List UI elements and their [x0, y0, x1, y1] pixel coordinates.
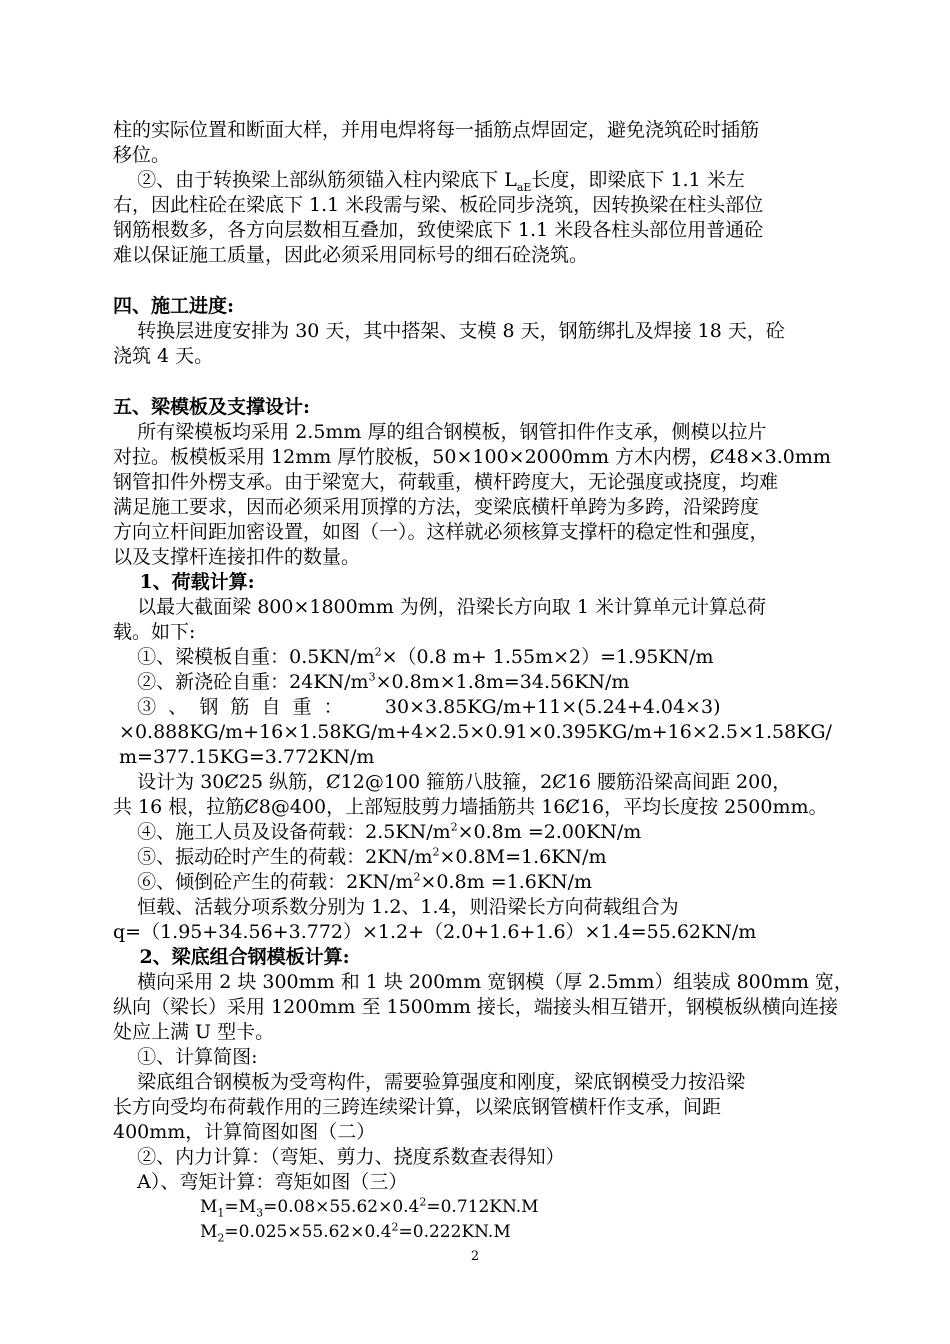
body-line: 设计为 30Ȼ25 纵筋，Ȼ12@100 箍筋八肢箍，2Ȼ16 腰筋沿梁高间距 200， — [113, 771, 792, 793]
body-line: 钢筋根数多，各方向层数相互叠加，致使梁底下 1.1 米段各柱头部位用普通砼 — [113, 219, 764, 241]
section-heading: 五、梁模板及支撑设计: — [113, 396, 311, 418]
body-line: 梁底组合钢模板为受弯构件，需要验算强度和刚度，梁底钢模受力按沿梁 — [113, 1071, 746, 1093]
superscript: 2 — [391, 1220, 399, 1234]
text-segment: =0.025×55.62×0.4 — [224, 1222, 392, 1242]
text-segment: ×0.8m×1.8m=34.56KN/m — [375, 671, 630, 693]
superscript: 2 — [450, 820, 458, 834]
subscript: aE — [516, 180, 532, 194]
superscript: 2 — [419, 1195, 427, 1209]
body-line: 处应上满 U 型卡。 — [113, 1021, 275, 1043]
text-segment: ×（0.8 m+ 1.55m×2）=1.95KN/m — [381, 646, 714, 668]
text-segment: =0.712KN.M — [426, 1197, 539, 1217]
body-line — [113, 670, 629, 695]
text-segment: ①、梁模板自重：0.5KN/m — [113, 646, 375, 668]
text-segment: M — [200, 1197, 218, 1217]
body-line: 400mm，计算简图如图（二） — [113, 1121, 376, 1143]
body-line: ③ 、 钢 筋 自 重 ： 30×3.85KG/m+11×(5.24+4.04×3) — [113, 696, 721, 718]
body-line: 钢管扣件外楞支承。由于梁宽大，荷载重，横杆跨度大，无论强度或挠度，均难 — [113, 471, 779, 493]
text-segment: ⑤、振动砼时产生的荷载：2KN/m — [113, 846, 433, 868]
body-line: 方向立杆间距加密设置，如图（一）。这样就必须核算支撑杆的稳定性和强度， — [113, 521, 769, 543]
section-heading: 四、施工进度: — [113, 295, 235, 317]
body-line: 以最大截面梁 800×1800mm 为例，沿梁长方向取 1 米计算单元计算总荷 — [113, 596, 766, 618]
body-line: 长方向受均布荷载作用的三跨连续梁计算，以梁底钢管横杆作支承，间距 — [113, 1096, 722, 1118]
formula-line — [200, 1195, 539, 1220]
text-segment: =0.222KN.M — [398, 1222, 511, 1242]
body-line: 恒载、活载分项系数分别为 1.2、1.4，则沿梁长方向荷载组合为 — [113, 896, 679, 918]
superscript: 2 — [432, 845, 440, 859]
text-segment: ×0.8m =1.6KN/m — [420, 871, 593, 893]
body-line: 浇筑 4 天。 — [113, 345, 214, 367]
body-line: 纵向（梁长）采用 1200mm 至 1500mm 接长，端接头相互错开，钢模板纵横向连接 — [113, 996, 838, 1018]
body-line: 柱的实际位置和断面大样，并用电焊将每一插筋点焊固定，避免浇筑砼时插筋 — [113, 119, 760, 141]
text-segment: ②、由于转换梁上部纵筋须锚入柱内梁底下 L — [113, 169, 517, 191]
body-line — [113, 168, 745, 193]
subsection-heading: 1、荷载计算: — [113, 571, 255, 593]
body-line: 所有梁模板均采用 2.5mm 厚的组合钢模板，钢管扣件作支承，侧模以拉片 — [113, 421, 767, 443]
superscript: 2 — [374, 645, 382, 659]
body-line — [113, 870, 592, 895]
formula-line — [200, 1220, 511, 1245]
body-line: 转换层进度安排为 30 天，其中搭架、支模 8 天，钢筋绑扎及焊接 18 天，砼 — [113, 320, 785, 342]
body-line: ×0.888KG/m+16×1.58KG/m+4×2.5×0.91×0.395KG/m+16×2.5×1.58KG/ — [113, 721, 832, 743]
body-line: A）、弯矩计算：弯矩如图（三） — [113, 1171, 408, 1193]
superscript: 2 — [413, 870, 421, 884]
body-line: 载。如下: — [113, 621, 196, 643]
body-line: 以及支撑杆连接扣件的数量。 — [113, 546, 361, 568]
text-segment: 长度，即梁底下 1.1 米左 — [531, 169, 745, 191]
body-line — [113, 845, 606, 870]
body-line: 横向采用 2 块 300mm 和 1 块 200mm 宽钢模（厚 2.5mm）组装成 800mm 宽， — [113, 971, 853, 993]
body-line: ②、内力计算：（弯矩、剪力、挠度系数查表得知） — [113, 1146, 565, 1168]
body-line: 移位。 — [113, 144, 171, 166]
subscript: 2 — [217, 1231, 225, 1245]
body-line: 对拉。板模板采用 12mm 厚竹胶板，50×100×2000mm 方木内楞，Ȼ48×3.0mm — [113, 446, 831, 468]
text-segment: ×0.8M=1.6KN/m — [439, 846, 607, 868]
body-line — [113, 645, 714, 670]
body-line: q=（1.95+34.56+3.772）×1.2+（2.0+1.6+1.6）×1.4=55.62KN/m — [113, 921, 757, 943]
body-line: m=377.15KG=3.772KN/m — [113, 746, 375, 768]
body-line: ①、计算简图: — [113, 1046, 258, 1068]
text-segment: M — [200, 1222, 218, 1242]
body-line: 难以保证施工质量，因此必须采用同标号的细石砼浇筑。 — [113, 244, 589, 266]
body-line: 右，因此柱砼在梁底下 1.1 米段需与梁、板砼同步浇筑，因转换梁在柱头部位 — [113, 194, 764, 216]
text-segment: ×0.8m =2.00KN/m — [457, 821, 642, 843]
text-segment: ②、新浇砼自重：24KN/m — [113, 671, 369, 693]
body-line — [113, 820, 641, 845]
subsection-heading: 2、梁底组合钢模板计算: — [113, 946, 350, 968]
body-line: 共 16 根，拉筋Ȼ8@400，上部短肢剪力墙插筋共 16Ȼ16，平均长度按 2500mm。 — [113, 796, 828, 818]
text-segment: ④、施工人员及设备荷载：2.5KN/m — [113, 821, 451, 843]
text-segment: =M — [224, 1197, 257, 1217]
text-segment: =0.08×55.62×0.4 — [263, 1197, 420, 1217]
superscript: 3 — [368, 670, 376, 684]
subscript: 3 — [256, 1206, 264, 1220]
body-line: 满足施工要求，因而必须采用顶撑的方法，变梁底横杆单跨为多跨，沿梁跨度 — [113, 496, 760, 518]
page-number: 2 — [470, 1249, 480, 1264]
text-segment: ⑥、倾倒砼产生的荷载：2KN/m — [113, 871, 414, 893]
subscript: 1 — [217, 1206, 225, 1220]
